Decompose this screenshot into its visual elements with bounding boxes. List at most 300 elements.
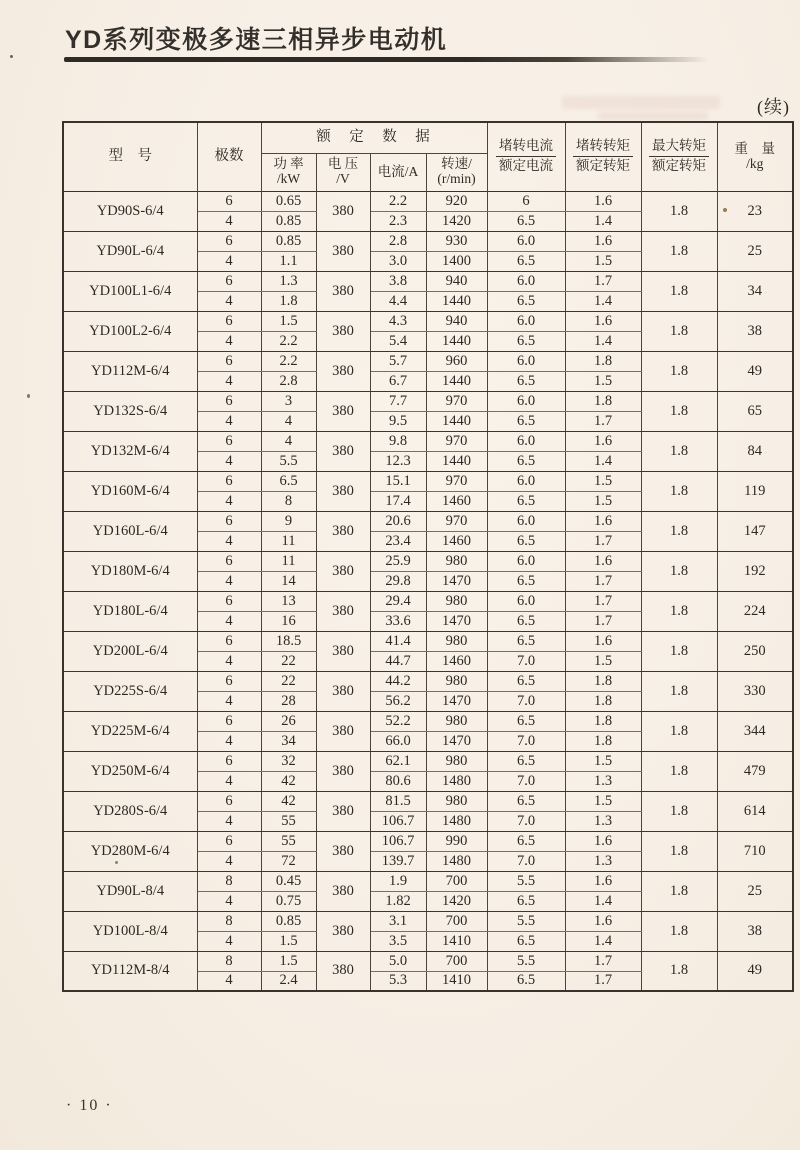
speed-cell: 940 [426,311,487,331]
poles-cell: 4 [197,651,261,671]
model-cell: YD225M-6/4 [63,711,197,751]
weight-cell: 25 [717,871,793,911]
max-torque-cell: 1.8 [641,231,717,271]
power-cell: 72 [261,851,316,871]
speed-cell: 930 [426,231,487,251]
current-cell: 3.1 [370,911,426,931]
locked-current-cell: 6.0 [487,551,565,571]
power-cell: 2.4 [261,971,316,991]
voltage-cell: 380 [316,391,370,431]
weight-cell: 65 [717,391,793,431]
current-cell: 3.8 [370,271,426,291]
current-cell: 2.2 [370,191,426,211]
poles-cell: 6 [197,791,261,811]
locked-current-cell: 6.5 [487,791,565,811]
locked-current-cell: 6.5 [487,931,565,951]
max-torque-cell: 1.8 [641,831,717,871]
locked-current-cell: 7.0 [487,731,565,751]
power-cell: 22 [261,651,316,671]
header-weight-label: 重 量 [734,140,775,156]
weight-cell: 250 [717,631,793,671]
max-torque-cell: 1.8 [641,591,717,631]
model-cell: YD90L-6/4 [63,231,197,271]
speed-cell: 700 [426,911,487,931]
current-cell: 29.4 [370,591,426,611]
max-torque-cell: 1.8 [641,871,717,911]
power-cell: 8 [261,491,316,511]
power-cell: 1.5 [261,951,316,971]
power-cell: 18.5 [261,631,316,651]
speed-cell: 1420 [426,211,487,231]
power-cell: 1.3 [261,271,316,291]
locked-current-cell: 6.5 [487,611,565,631]
locked-torque-cell: 1.5 [565,471,641,491]
poles-cell: 4 [197,211,261,231]
poles-cell: 4 [197,571,261,591]
model-cell: YD225S-6/4 [63,671,197,711]
speed-cell: 1470 [426,611,487,631]
header-locked-current-denominator: 额定电流 [499,157,553,173]
current-cell: 3.0 [370,251,426,271]
weight-cell: 614 [717,791,793,831]
poles-cell: 4 [197,691,261,711]
scan-speck [10,55,13,58]
current-cell: 5.3 [370,971,426,991]
weight-cell: 192 [717,551,793,591]
current-cell: 6.7 [370,371,426,391]
poles-cell: 8 [197,871,261,891]
speed-cell: 1440 [426,291,487,311]
speed-cell: 1420 [426,891,487,911]
scan-speck [27,394,30,398]
voltage-cell: 380 [316,871,370,911]
model-cell: YD160L-6/4 [63,511,197,551]
power-cell: 1.5 [261,931,316,951]
locked-torque-cell: 1.4 [565,331,641,351]
speed-cell: 980 [426,671,487,691]
locked-torque-cell: 1.3 [565,851,641,871]
header-speed-unit: (r/min) [437,170,476,186]
voltage-cell: 380 [316,231,370,271]
current-cell: 139.7 [370,851,426,871]
power-cell: 11 [261,551,316,571]
scan-speck [115,861,118,864]
locked-torque-cell: 1.7 [565,611,641,631]
max-torque-cell: 1.8 [641,551,717,591]
poles-cell: 6 [197,511,261,531]
locked-current-cell: 7.0 [487,771,565,791]
page-number: · 10 · [66,1097,113,1114]
weight-cell: 38 [717,911,793,951]
current-cell: 106.7 [370,811,426,831]
voltage-cell: 380 [316,551,370,591]
header-speed [426,153,487,191]
speed-cell: 990 [426,831,487,851]
voltage-cell: 380 [316,951,370,991]
locked-torque-cell: 1.4 [565,451,641,471]
power-cell: 0.85 [261,911,316,931]
power-cell: 1.5 [261,311,316,331]
power-cell: 55 [261,831,316,851]
speed-cell: 920 [426,191,487,211]
max-torque-cell: 1.8 [641,671,717,711]
power-cell: 22 [261,671,316,691]
header-voltage-label: 电 压 [327,155,359,171]
ink-bleed-artifact [598,112,708,120]
poles-cell: 6 [197,631,261,651]
power-cell: 14 [261,571,316,591]
poles-cell: 4 [197,851,261,871]
current-cell: 15.1 [370,471,426,491]
current-cell: 81.5 [370,791,426,811]
locked-torque-cell: 1.6 [565,551,641,571]
max-torque-cell: 1.8 [641,351,717,391]
poles-cell: 6 [197,231,261,251]
poles-cell: 6 [197,271,261,291]
current-cell: 5.4 [370,331,426,351]
voltage-cell: 380 [316,631,370,671]
locked-current-cell: 5.5 [487,951,565,971]
speed-cell: 1480 [426,811,487,831]
poles-cell: 6 [197,351,261,371]
model-cell: YD100L-8/4 [63,911,197,951]
locked-current-cell: 6.0 [487,431,565,451]
locked-current-cell: 7.0 [487,811,565,831]
locked-torque-cell: 1.6 [565,231,641,251]
weight-cell: 330 [717,671,793,711]
model-cell: YD250M-6/4 [63,751,197,791]
locked-torque-cell: 1.6 [565,831,641,851]
header-weight [717,122,793,191]
header-power-unit: /kW [276,170,301,186]
locked-current-cell: 6.0 [487,591,565,611]
weight-cell: 23 [717,191,793,231]
max-torque-cell: 1.8 [641,791,717,831]
current-cell: 56.2 [370,691,426,711]
poles-cell: 8 [197,951,261,971]
power-cell: 3 [261,391,316,411]
current-cell: 2.8 [370,231,426,251]
locked-current-cell: 6.5 [487,891,565,911]
voltage-cell: 380 [316,671,370,711]
model-cell: YD180M-6/4 [63,551,197,591]
current-cell: 9.5 [370,411,426,431]
speed-cell: 940 [426,271,487,291]
current-cell: 52.2 [370,711,426,731]
locked-current-cell: 6.5 [487,371,565,391]
model-cell: YD280S-6/4 [63,791,197,831]
locked-torque-cell: 1.5 [565,751,641,771]
poles-cell: 6 [197,471,261,491]
model-cell: YD100L1-6/4 [63,271,197,311]
poles-cell: 4 [197,891,261,911]
poles-cell: 4 [197,451,261,471]
voltage-cell: 380 [316,911,370,951]
page-title: YD系列变极多速三相异步电动机 [65,26,448,54]
locked-current-cell: 7.0 [487,691,565,711]
locked-torque-cell: 1.7 [565,411,641,431]
weight-cell: 25 [717,231,793,271]
weight-cell: 147 [717,511,793,551]
poles-cell: 4 [197,611,261,631]
ink-bleed-artifact [562,96,720,109]
speed-cell: 700 [426,951,487,971]
locked-current-cell: 6.5 [487,491,565,511]
motor-spec-table [62,121,794,992]
locked-current-cell: 6.5 [487,291,565,311]
locked-torque-cell: 1.8 [565,351,641,371]
speed-cell: 1470 [426,571,487,591]
voltage-cell: 380 [316,751,370,791]
power-cell: 2.8 [261,371,316,391]
title-underline-rule [64,57,709,62]
locked-torque-cell: 1.5 [565,371,641,391]
speed-cell: 1470 [426,731,487,751]
power-cell: 0.85 [261,231,316,251]
speed-cell: 980 [426,591,487,611]
power-cell: 0.45 [261,871,316,891]
speed-cell: 980 [426,631,487,651]
speed-cell: 970 [426,471,487,491]
speed-cell: 980 [426,751,487,771]
locked-torque-cell: 1.3 [565,771,641,791]
speed-cell: 1440 [426,411,487,431]
model-cell: YD90L-8/4 [63,871,197,911]
current-cell: 12.3 [370,451,426,471]
max-torque-cell: 1.8 [641,631,717,671]
power-cell: 16 [261,611,316,631]
power-cell: 42 [261,791,316,811]
max-torque-cell: 1.8 [641,271,717,311]
locked-current-cell: 6.5 [487,531,565,551]
power-cell: 0.85 [261,211,316,231]
locked-torque-cell: 1.4 [565,891,641,911]
poles-cell: 6 [197,191,261,211]
header-model: 型 号 [63,122,197,191]
power-cell: 2.2 [261,351,316,371]
voltage-cell: 380 [316,831,370,871]
model-cell: YD132M-6/4 [63,431,197,471]
model-cell: YD112M-6/4 [63,351,197,391]
power-cell: 34 [261,731,316,751]
current-cell: 3.5 [370,931,426,951]
locked-current-cell: 6.5 [487,631,565,651]
header-poles: 极数 [197,122,261,191]
max-torque-cell: 1.8 [641,751,717,791]
speed-cell: 1440 [426,331,487,351]
poles-cell: 4 [197,531,261,551]
poles-cell: 4 [197,491,261,511]
speed-cell: 970 [426,431,487,451]
power-cell: 26 [261,711,316,731]
poles-cell: 6 [197,551,261,571]
current-cell: 66.0 [370,731,426,751]
poles-cell: 4 [197,931,261,951]
table-body [63,191,793,991]
current-cell: 80.6 [370,771,426,791]
speed-cell: 960 [426,351,487,371]
locked-torque-cell: 1.3 [565,811,641,831]
max-torque-cell: 1.8 [641,431,717,471]
max-torque-cell: 1.8 [641,951,717,991]
current-cell: 5.7 [370,351,426,371]
locked-current-cell: 6.5 [487,711,565,731]
header-max-torque-numerator: 最大转矩 [649,139,709,157]
locked-torque-cell: 1.6 [565,511,641,531]
speed-cell: 1470 [426,691,487,711]
locked-torque-cell: 1.4 [565,291,641,311]
current-cell: 1.9 [370,871,426,891]
weight-cell: 34 [717,271,793,311]
power-cell: 42 [261,771,316,791]
max-torque-cell: 1.8 [641,191,717,231]
weight-cell: 49 [717,951,793,991]
current-cell: 4.4 [370,291,426,311]
weight-cell: 38 [717,311,793,351]
power-cell: 0.65 [261,191,316,211]
scan-speck [723,208,727,212]
locked-current-cell: 6.0 [487,511,565,531]
max-torque-cell: 1.8 [641,911,717,951]
poles-cell: 6 [197,711,261,731]
speed-cell: 1480 [426,851,487,871]
locked-torque-cell: 1.6 [565,911,641,931]
model-cell: YD280M-6/4 [63,831,197,871]
locked-current-cell: 6.5 [487,451,565,471]
locked-torque-cell: 1.8 [565,671,641,691]
locked-current-cell: 6.0 [487,391,565,411]
current-cell: 29.8 [370,571,426,591]
locked-current-cell: 6.0 [487,311,565,331]
locked-torque-cell: 1.7 [565,971,641,991]
current-cell: 9.8 [370,431,426,451]
current-cell: 20.6 [370,511,426,531]
table-header [63,122,793,191]
locked-torque-cell: 1.5 [565,791,641,811]
poles-cell: 4 [197,371,261,391]
power-cell: 55 [261,811,316,831]
model-cell: YD180L-6/4 [63,591,197,631]
poles-cell: 4 [197,771,261,791]
power-cell: 0.75 [261,891,316,911]
header-locked-current-ratio [487,122,565,191]
weight-cell: 84 [717,431,793,471]
poles-cell: 6 [197,591,261,611]
locked-current-cell: 7.0 [487,851,565,871]
poles-cell: 6 [197,751,261,771]
locked-current-cell: 6.5 [487,671,565,691]
poles-cell: 4 [197,811,261,831]
locked-torque-cell: 1.4 [565,211,641,231]
poles-cell: 6 [197,831,261,851]
model-cell: YD90S-6/4 [63,191,197,231]
locked-torque-cell: 1.7 [565,951,641,971]
speed-cell: 1440 [426,451,487,471]
locked-current-cell: 6 [487,191,565,211]
header-current: 电流/A [370,153,426,191]
header-locked-current-numerator: 堵转电流 [496,139,556,157]
poles-cell: 4 [197,331,261,351]
poles-cell: 4 [197,291,261,311]
locked-current-cell: 7.0 [487,651,565,671]
header-locked-torque-denominator: 额定转矩 [576,157,630,173]
power-cell: 1.1 [261,251,316,271]
speed-cell: 980 [426,551,487,571]
speed-cell: 1460 [426,531,487,551]
locked-current-cell: 6.5 [487,751,565,771]
header-rated-data-group: 额 定 数 据 [261,122,487,153]
poles-cell: 6 [197,431,261,451]
header-max-torque-ratio [641,122,717,191]
max-torque-cell: 1.8 [641,471,717,511]
locked-torque-cell: 1.5 [565,651,641,671]
power-cell: 4 [261,431,316,451]
header-power-label: 功 率 [273,155,304,171]
poles-cell: 6 [197,311,261,331]
model-cell: YD100L2-6/4 [63,311,197,351]
locked-torque-cell: 1.8 [565,391,641,411]
header-locked-torque-ratio [565,122,641,191]
power-cell: 9 [261,511,316,531]
locked-torque-cell: 1.7 [565,271,641,291]
speed-cell: 700 [426,871,487,891]
poles-cell: 4 [197,731,261,751]
locked-current-cell: 6.0 [487,271,565,291]
poles-cell: 4 [197,971,261,991]
current-cell: 62.1 [370,751,426,771]
locked-current-cell: 6.5 [487,331,565,351]
header-voltage-unit: /V [336,170,350,186]
speed-cell: 1410 [426,971,487,991]
poles-cell: 4 [197,251,261,271]
voltage-cell: 380 [316,711,370,751]
current-cell: 1.82 [370,891,426,911]
max-torque-cell: 1.8 [641,311,717,351]
current-cell: 44.7 [370,651,426,671]
locked-torque-cell: 1.7 [565,531,641,551]
voltage-cell: 380 [316,271,370,311]
voltage-cell: 380 [316,311,370,351]
current-cell: 44.2 [370,671,426,691]
weight-cell: 119 [717,471,793,511]
weight-cell: 479 [717,751,793,791]
power-cell: 28 [261,691,316,711]
power-cell: 5.5 [261,451,316,471]
current-cell: 4.3 [370,311,426,331]
power-cell: 2.2 [261,331,316,351]
current-cell: 17.4 [370,491,426,511]
speed-cell: 980 [426,711,487,731]
weight-cell: 710 [717,831,793,871]
max-torque-cell: 1.8 [641,511,717,551]
locked-current-cell: 6.5 [487,971,565,991]
current-cell: 41.4 [370,631,426,651]
voltage-cell: 380 [316,591,370,631]
locked-current-cell: 5.5 [487,911,565,931]
speed-cell: 970 [426,391,487,411]
voltage-cell: 380 [316,511,370,551]
max-torque-cell: 1.8 [641,711,717,751]
continued-label: (续) [757,97,790,117]
voltage-cell: 380 [316,471,370,511]
voltage-cell: 380 [316,351,370,391]
locked-torque-cell: 1.6 [565,311,641,331]
speed-cell: 1460 [426,651,487,671]
current-cell: 25.9 [370,551,426,571]
speed-cell: 1400 [426,251,487,271]
poles-cell: 8 [197,911,261,931]
locked-torque-cell: 1.5 [565,251,641,271]
